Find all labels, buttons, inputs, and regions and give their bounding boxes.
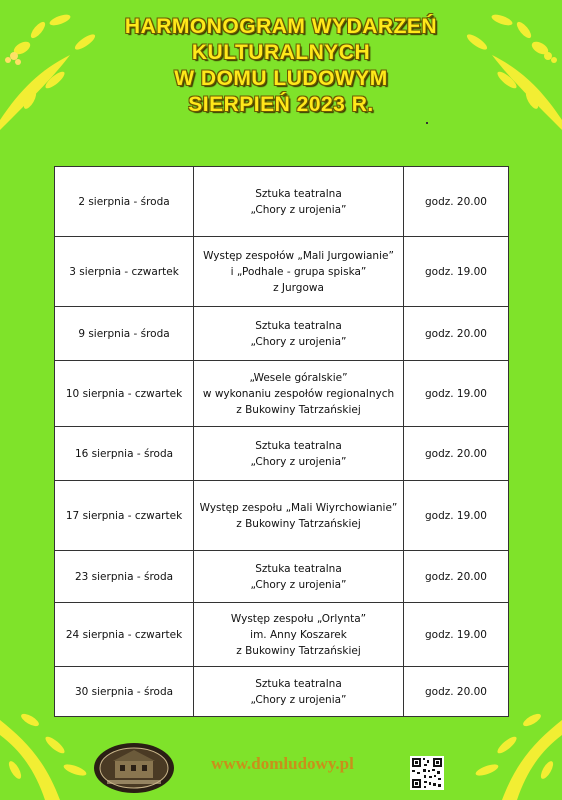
event-line: Sztuka teatralna [255, 319, 342, 332]
event-date: 10 sierpnia - czwartek [55, 361, 194, 427]
event-line: „Chory z urojenia” [250, 455, 347, 468]
event-date: 30 sierpnia - środa [55, 667, 194, 717]
event-time: godz. 19.00 [403, 237, 508, 307]
decorative-dot [426, 122, 428, 124]
event-line: Występ zespołów „Mali Jurgowianie” [203, 249, 394, 262]
event-description [194, 481, 404, 551]
table-row [55, 667, 509, 717]
event-description [194, 361, 404, 427]
title-line: HARMONOGRAM WYDARZEŃ [124, 15, 438, 38]
event-time: godz. 20.00 [403, 667, 508, 717]
event-line: w wykonaniu zespołów regionalnych [202, 387, 395, 400]
event-line: z Jurgowa [273, 281, 324, 294]
event-time: godz. 20.00 [403, 551, 508, 603]
event-line: Sztuka teatralna [255, 562, 342, 575]
event-line: z Bukowiny Tatrzańskiej [236, 517, 361, 530]
table-row [55, 361, 509, 427]
qr-code-icon[interactable] [410, 756, 444, 790]
event-line: i „Podhale - grupa spiska” [230, 265, 367, 278]
page-title [0, 14, 562, 118]
event-line: Sztuka teatralna [255, 439, 342, 452]
table-row [55, 551, 509, 603]
table-row [55, 603, 509, 667]
event-line: z Bukowiny Tatrzańskiej [236, 644, 361, 657]
event-time: godz. 20.00 [403, 307, 508, 361]
event-date: 17 sierpnia - czwartek [55, 481, 194, 551]
event-line: Sztuka teatralna [255, 187, 342, 200]
event-date: 3 sierpnia - czwartek [55, 237, 194, 307]
table-row [55, 427, 509, 481]
event-time: godz. 20.00 [403, 427, 508, 481]
event-line: „Wesele góralskie” [249, 371, 348, 384]
event-line: im. Anny Koszarek [250, 628, 347, 641]
dom-ludowy-logo-icon [93, 742, 175, 794]
event-description [194, 551, 404, 603]
event-date: 9 sierpnia - środa [55, 307, 194, 361]
title-line: KULTURALNYCH [191, 41, 371, 64]
event-description [194, 167, 404, 237]
event-description [194, 307, 404, 361]
event-line: „Chory z urojenia” [250, 335, 347, 348]
table-row [55, 481, 509, 551]
event-line: Występ zespołu „Mali Wiyrchowianie” [199, 501, 398, 514]
event-line: „Chory z urojenia” [250, 203, 347, 216]
table-row [55, 237, 509, 307]
event-line: z Bukowiny Tatrzańskiej [236, 403, 361, 416]
event-line: Sztuka teatralna [255, 677, 342, 690]
event-line: „Chory z urojenia” [250, 578, 347, 591]
schedule-table [54, 166, 509, 717]
title-line: W DOMU LUDOWYM [174, 67, 388, 90]
event-date: 23 sierpnia - środa [55, 551, 194, 603]
table-row [55, 167, 509, 237]
event-line: Występ zespołu „Orlynta” [230, 612, 367, 625]
event-description [194, 427, 404, 481]
event-time: godz. 19.00 [403, 481, 508, 551]
event-date: 16 sierpnia - środa [55, 427, 194, 481]
title-line: SIERPIEŃ 2023 R. [188, 93, 374, 116]
event-time: godz. 20.00 [403, 167, 508, 237]
event-line: „Chory z urojenia” [250, 693, 347, 706]
event-time: godz. 19.00 [403, 603, 508, 667]
event-description [194, 603, 404, 667]
table-row [55, 307, 509, 361]
event-date: 2 sierpnia - środa [55, 167, 194, 237]
website-link[interactable]: www.domludowy.pl [211, 754, 354, 773]
event-description [194, 237, 404, 307]
event-description [194, 667, 404, 717]
event-date: 24 sierpnia - czwartek [55, 603, 194, 667]
event-time: godz. 19.00 [403, 361, 508, 427]
